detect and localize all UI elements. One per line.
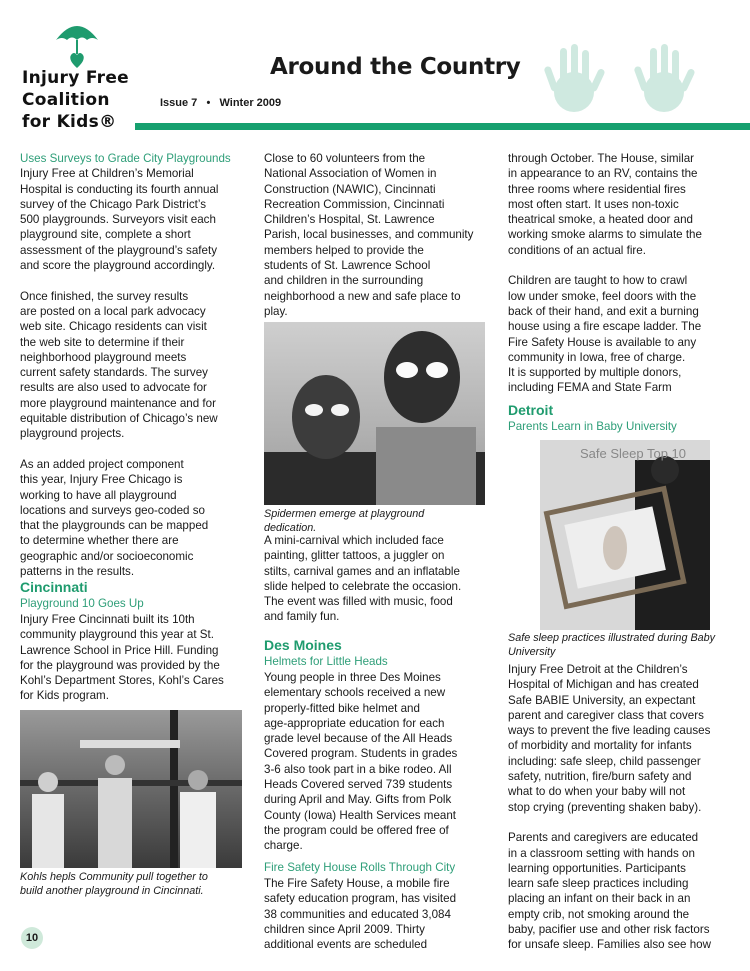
text-line: through October. The House, similar [508,152,695,165]
paragraph [264,876,504,952]
text-line [20,273,260,288]
safe-sleep-crib-photo [540,440,710,630]
text-line: working to have all playground [20,488,177,502]
text-line: the web site to determine if their [20,335,185,349]
paragraph [264,533,504,625]
text-line: Parents and caregivers are educated [508,831,699,845]
paragraph [20,166,260,579]
text-line: members helped to provide the [264,243,424,257]
text-line: dedication. [264,522,317,534]
text-line: elementary schools received a new [264,686,446,700]
text-line: additional events are scheduled [264,938,428,952]
page-title: Around the Country [270,54,521,80]
photo-caption [264,507,504,535]
text-line: assessment of the playground’s safety [20,243,217,257]
text-line: for Kids program. [20,689,109,703]
text-line: and score the playground accordingly. [20,259,216,273]
text-line: The Fire Safety House, a mobile fire [264,877,450,890]
text-line: Covered program. Students in grades [264,747,458,761]
subheading [264,860,504,875]
logo [18,18,138,138]
text-line: are posted on a local park advocacy [20,304,206,318]
text-line: back of their hand, and exit a burning [508,304,699,318]
text-line: results are also used to advocate for [20,381,207,395]
section-heading [264,637,504,654]
text-line: web site. Chicago residents can visit [20,320,207,334]
text-line: ways to prevent the five leading causes [508,724,711,738]
text-line: patterns in the results. [20,565,135,579]
subheading [508,419,748,434]
text-line: learning opportunities. Participants [508,861,686,875]
paragraph [508,151,748,396]
text-line: Uses Surveys to Grade City Playgrounds [20,152,231,165]
text-line: Des Moines [264,637,342,653]
slide-title: Safe Sleep Top 10 [580,446,687,461]
logo-text-line: for Kids® [22,112,117,132]
text-line: and children in the surrounding [264,274,424,288]
text-line: The event was filled with music, food [264,595,453,609]
header-divider [135,123,750,130]
text-line: play. [264,304,288,318]
text-line: As an added project component [20,457,184,471]
text-line: during April and May. Gifts from Polk [264,793,452,807]
text-line: placing an infant on their back in an [508,892,691,906]
text-line: locations and surveys geo-coded so [20,503,205,517]
text-line: painting, glitter tattoos, a juggler on [264,549,445,563]
text-line: geographic and/or socioeconomic [20,549,194,563]
text-line: Kohls hepls Community pull together to [20,871,208,883]
text-line: children since April 2009. Thirty [264,922,425,936]
text-line: working smoke alarms to simulate the [508,228,702,242]
text-line: community in Iowa, free of charge. [508,350,686,364]
text-line: empty crib, not smoking around the [508,907,690,921]
text-line: Close to 60 volunteers from the [264,152,426,165]
text-line: age-appropriate education for each [264,716,445,730]
text-line: including FEMA and State Farm [508,381,672,395]
text-line: survey of the Chicago Park District’s [20,197,206,211]
text-line: properly-fitted bike helmet and [264,701,420,715]
text-line: three rooms where residential fires [508,182,686,196]
text-line: build another playground in Cincinnati. [20,885,204,897]
text-line: Hospital is conducting its fourth annual [20,182,219,196]
text-line: Injury Free Cincinnati built its 10th [20,613,195,626]
text-line: Safe sleep practices illustrated during Baby [508,632,716,644]
text-line: community playground this year at St. [20,628,214,642]
text-line: neighborhood a new and safe place to [264,289,461,303]
text-line: equitable distribution of Chicago’s new [20,412,218,426]
text-line: Once finished, the survey results [20,289,189,303]
text-line: current safety standards. The survey [20,366,208,380]
text-line: what to do when your baby will not [508,785,686,799]
paragraph [264,151,504,319]
photo-caption [20,870,260,898]
text-line: Playground 10 Goes Up [20,597,144,610]
subheading [20,596,260,611]
text-line: of morbidity and mortality for infants [508,739,692,753]
text-line: and family fun. [264,610,340,624]
text-line: in appearance to an RV, contains the [508,167,698,181]
text-line [508,258,748,273]
text-line: University [508,646,556,658]
text-line: 500 playgrounds. Surveyors visit each [20,213,216,227]
text-line: grade level because of the All Heads [264,732,453,746]
text-line: slide helped to celebrate the occasion. [264,579,462,593]
text-line: It is supported by multiple donors, [508,366,682,380]
handprint-icon [630,40,700,115]
text-line: Heads Covered served 739 students [264,778,453,792]
text-line: charge. [264,839,303,853]
text-line: most often start. It uses non-toxic [508,197,679,211]
text-line: Construction (NAWIC), Cincinnati [264,182,436,196]
text-line: Injury Free Detroit at the Children’s [508,663,688,676]
text-line [20,442,260,457]
text-line: parent and caregiver class that covers [508,708,704,722]
text-line: in a classroom setting with hands on [508,846,695,860]
text-line: Cincinnati [20,579,88,595]
text-line: Kohl’s Department Stores, Kohl’s Cares [20,674,224,688]
text-line: safety, nutrition, fire/burn safety and [508,770,692,784]
text-line: learn safe sleep practices including [508,877,689,891]
umbrella-icon [54,18,100,70]
text-line: baby, pacifier use and other risk factors [508,923,710,937]
text-line: students of St. Lawrence School [264,259,431,273]
section-heading [20,579,260,596]
text-line: Injury Free at Children’s Memorial [20,167,194,181]
subheading [20,151,260,166]
text-line: for unsafe sleep. Families also see how [508,938,711,952]
text-line: low under smoke, feel doors with the [508,289,697,303]
text-line: 3-6 also took part in a bike rodeo. All [264,762,452,776]
text-line: playground projects. [20,427,125,441]
text-line: County (Iowa) Health Services meant [264,808,457,822]
text-line: stilts, carnival games and an inflatable [264,564,460,578]
text-line: safety education program, has visited [264,892,457,906]
text-line: conditions of an actual fire. [508,243,646,257]
issue-info: Issue 7 • Winter 2009 [160,97,282,109]
text-line [508,815,748,830]
text-line: neighborhood playground meets [20,350,187,364]
logo-text-line: Coalition [22,90,110,110]
text-line: Parents Learn in Baby University [508,420,677,433]
text-line: house using a fire escape ladder. The [508,320,702,334]
text-line: Fire Safety House Rolls Through City [264,861,456,874]
text-line: Recreation Commission, Cincinnati [264,197,445,211]
text-line: Lawrence School in Price Hill. Funding [20,643,219,657]
text-line: for the playground was provided by the [20,658,220,672]
spidermen-face-paint-photo [264,322,485,505]
section-heading [508,402,748,419]
paragraph [508,662,748,953]
text-line: this year, Injury Free Chicago is [20,473,183,487]
text-line: stop crying (preventing shaken baby). [508,800,702,814]
paragraph [20,612,260,704]
text-line: Spidermen emerge at playground [264,508,425,520]
text-line: theatrical smoke, a heated door and [508,213,693,227]
text-line: the program could be offered free of [264,823,449,837]
subheading [264,654,504,669]
text-line: Fire Safety House is available to any [508,335,697,349]
text-line: Safe BABIE University, an expectant [508,693,696,707]
text-line: Detroit [508,402,554,418]
text-line: Parish, local businesses, and community [264,228,474,242]
text-line: National Association of Women in [264,167,437,181]
text-line: Helmets for Little Heads [264,655,388,668]
text-line: that the playgrounds can be mapped [20,519,209,533]
text-line: 38 communities and educated 3,084 [264,907,451,921]
text-line: Hospital of Michigan and has created [508,678,699,692]
text-line: Young people in three Des Moines [264,671,441,684]
page-number: 10 [21,927,43,949]
photo-caption [508,631,748,659]
text-line: more playground maintenance and for [20,396,216,410]
text-line: A mini-carnival which included face [264,534,444,547]
paragraph [264,670,504,854]
playground-volunteers-photo [20,710,242,868]
text-line: Children are taught to how to crawl [508,274,688,288]
logo-text-line: Injury Free [22,68,130,88]
handprint-icon [540,40,610,115]
text-line: playground site, complete a short [20,228,191,242]
text-line: including: safe sleep, child passenger [508,754,701,768]
text-line: to determine whether there are [20,534,179,548]
text-line: Children’s Hospital, St. Lawrence [264,213,435,227]
